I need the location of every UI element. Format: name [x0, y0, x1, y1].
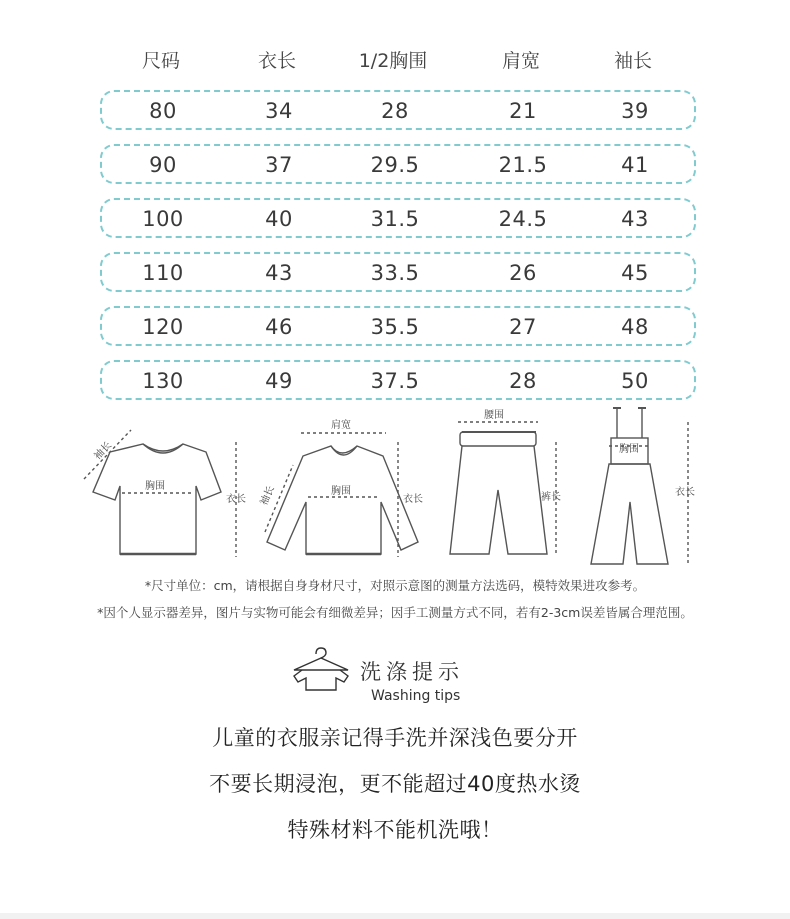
shoulder-cell: 24.5	[498, 207, 548, 231]
shoulder-cell: 26	[509, 261, 537, 285]
shoulder-cell: 21	[509, 99, 537, 123]
overalls-diagram	[591, 408, 695, 564]
size-table-header	[100, 46, 696, 74]
header-half-chest: 1/2胸围	[358, 50, 428, 72]
size-row	[100, 198, 696, 238]
size-row	[100, 252, 696, 292]
sleeve-cell: 48	[621, 315, 649, 339]
tshirt-sleeve-label: 袖长	[92, 440, 115, 463]
size-row	[100, 360, 696, 400]
sweater-chest-label: 胸围	[331, 486, 351, 497]
size-row	[100, 306, 696, 346]
length-cell: 37	[265, 153, 293, 177]
shorts-length-label: 裤长	[541, 492, 561, 503]
header-size: 尺码	[141, 50, 181, 72]
chest-cell: 33.5	[370, 261, 420, 285]
chest-cell: 28	[381, 99, 409, 123]
length-cell: 40	[265, 207, 293, 231]
sleeve-cell: 39	[621, 99, 649, 123]
washing-subtitle: Washing tips	[371, 688, 461, 704]
tshirt-length-label: 衣长	[226, 494, 246, 505]
sleeve-cell: 45	[621, 261, 649, 285]
tshirt-diagram	[84, 430, 246, 557]
size-cell: 90	[149, 153, 177, 177]
chest-cell: 29.5	[370, 153, 420, 177]
shorts-diagram	[450, 409, 561, 554]
shoulder-cell: 21.5	[498, 153, 548, 177]
chest-cell: 37.5	[370, 369, 420, 393]
size-cell: 120	[142, 315, 184, 339]
washing-title: 洗涤提示	[360, 660, 464, 684]
sweater-diagram	[257, 418, 423, 557]
sleeve-cell: 50	[621, 369, 649, 393]
size-cell: 100	[142, 207, 184, 231]
length-cell: 34	[265, 99, 293, 123]
sleeve-cell: 43	[621, 207, 649, 231]
shorts-waist-label: 腰围	[484, 410, 504, 421]
bottom-divider	[0, 913, 790, 919]
washing-line: 儿童的衣服亲记得手洗并深浅色要分开	[212, 726, 578, 750]
size-cell: 80	[149, 99, 177, 123]
hanger-shirt-icon	[288, 646, 354, 696]
sweater-sleeve-label: 袖长	[258, 484, 277, 508]
sweater-length-label: 衣长	[403, 494, 423, 505]
display-difference-note: *因个人显示器差异，图片与实物可能会有细微差异；因手工测量方式不同，若有2-3cm误差皆属合理范围。	[97, 605, 693, 620]
sweater-shoulder-label: 肩宽	[331, 420, 351, 431]
shoulder-cell: 28	[509, 369, 537, 393]
chest-cell: 35.5	[370, 315, 420, 339]
header-sleeve: 袖长	[613, 50, 653, 72]
overalls-chest-label: 胸围	[619, 444, 639, 455]
size-unit-note: *尺寸单位：cm，请根据自身身材尺寸，对照示意图的测量方法选码，模特效果进攻参考。	[144, 578, 646, 593]
size-row	[100, 90, 696, 130]
length-cell: 46	[265, 315, 293, 339]
header-shoulder: 肩宽	[501, 50, 541, 72]
washing-line: 特殊材料不能机洗哦！	[287, 818, 503, 842]
sleeve-cell: 41	[621, 153, 649, 177]
shoulder-cell: 27	[509, 315, 537, 339]
length-cell: 49	[265, 369, 293, 393]
header-length: 衣长	[257, 50, 297, 72]
overalls-length-label: 衣长	[675, 487, 695, 498]
length-cell: 43	[265, 261, 293, 285]
chest-cell: 31.5	[370, 207, 420, 231]
size-cell: 130	[142, 369, 184, 393]
size-row	[100, 144, 696, 184]
tshirt-chest-label: 胸围	[145, 481, 165, 492]
washing-line: 不要长期浸泡，更不能超过40度热水烫	[209, 772, 581, 796]
measurement-diagrams	[0, 402, 790, 572]
size-cell: 110	[142, 261, 184, 285]
